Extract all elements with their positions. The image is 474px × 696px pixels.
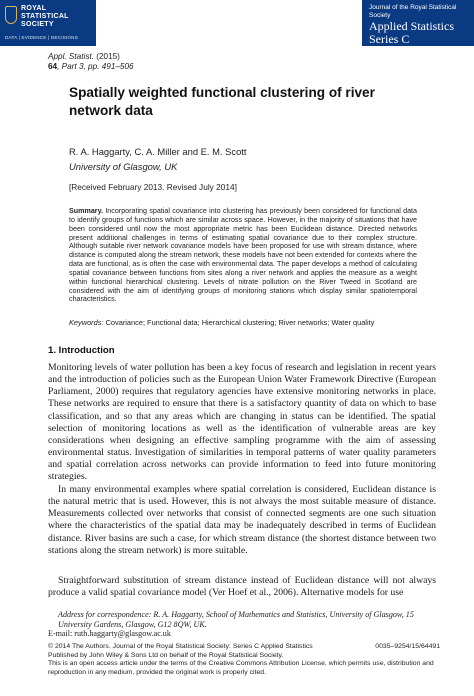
keywords-text: Covariance; Functional data; Hierarchical clustering; River networks; Water quality [103,318,375,327]
keywords [69,318,429,327]
society-tagline: DATA | EVIDENCE | DECISIONS [5,35,78,40]
citation-line-2 [48,62,134,72]
section-heading-introduction: 1. Introduction [48,345,115,356]
intro-paragraph-2: In many environmental examples where spatial correlation is considered, Euclidean distance is the natural metric that is used. However, this is not always the most suitable measure of distance. Measurements collected over networks that consist of connected segments are one such situation where the characteristics of the spatial data may be inadequately described in terms of Euclidean distance. River basins are such a case, for which stream distance (the shortest distance between two stations along the stream network) is more suitable. [48,484,436,556]
crest-icon [5,6,17,24]
page-header [0,0,474,46]
society-line-1: ROYAL [21,5,47,12]
footer-publisher: Published by John Wiley & Sons Ltd on behalf of the Royal Statistical Society. [48,651,284,659]
citation-volume: 64 [48,62,58,71]
summary-label: Summary. [69,207,103,215]
correspondence [48,610,440,639]
paper-title: Spatially weighted functional clustering of river network data [69,85,375,118]
received-dates: [Received February 2013. Revised July 2014] [69,182,237,192]
journal-series: Series C [369,32,410,46]
page-footer [48,643,440,677]
citation-part: , Part 3, pp. 491–506 [57,62,134,71]
author-affiliation: University of Glasgow, UK [69,161,178,172]
rss-logo[interactable] [0,0,96,46]
paper-authors: R. A. Haggarty, C. A. Miller and E. M. Scott [69,146,247,157]
journal-small-title: Journal of the Royal Statistical Society [369,4,457,19]
journal-abbrev: Appl. Statist. [48,52,94,61]
correspondence-email[interactable]: E-mail: ruth.haggarty@glasgow.ac.uk [48,629,171,639]
intro-paragraph-3: Straightforward substitution of stream distance instead of Euclidean distance will not always produce a valid spatial covariance model (Ver Hoef et al., 2006). Alternative models for use [48,575,436,599]
intro-paragraph-1: Monitoring levels of water pollution has been a key focus of research and legislation in recent years and the introduction of policies such as the European Union Water Framework Directive (European Parliament, 2000) requires that regulatory agencies have extensive monitoring networks in place. These networks are required to ensure that there is a satisfactory quantity of data on which to base classification, and so that any areas which are changing in status can be identified. The spatial selection of monitoring locations as well as the identification of vulnerable areas are key considerations when designing an effective sampling programme with the aim of assessing environmental status. Investigation of similarities in temporal patterns of water quality parameters and spatial correlation across networks can provide information to feed into future monitoring strategies. [48,362,436,483]
footer-license: This is an open access article under the terms of the Creative Commons Attribution License, which permits use, distribution and reproduction in any medium, provided the original work is properly cited. [48,660,434,676]
summary-abstract [69,207,417,304]
society-line-2: STATISTICAL [21,13,69,20]
footer-copyright: © 2014 The Authors. Journal of the Royal Statistical Society: Series C Applied Statistics [48,643,313,650]
citation [48,52,134,72]
correspondence-address: Address for correspondence: R. A. Haggarty, School of Mathematics and Statistics, University of Glasgow, 15 University Gardens, Glasgow, G12 8QW, UK. [58,610,414,629]
citation-year: (2015) [93,52,120,61]
citation-line-1 [48,52,134,62]
society-line-3: SOCIETY [21,21,54,28]
summary-text: Incorporating spatial covariance into clustering has previously been considered for functional data to identify groups of functions which are similar across space. However, in the majority of situations that have been considered until now the most appropriate metric has been Euclidean distance. Directed networks present additional challenges in terms of estimating spatial covariance due to their complex structure. Although suitable river network covariance models have been proposed for use with stream distance, where distance is computed along the stream network, these models have not been extended for contexts where the data are functional, as is often the case with environmental data. The paper develops a method of calculating spatial covariance between functions from sites along a river network and applies the measure as a weight within functional hierarchical clustering. Levels of nitrate pollution on the River Tweed in Scotland are considered with the aim of identifying groups of monitoring stations which display similar spatiotemporal characteristics. [69,207,417,304]
keywords-label: Keywords: [69,318,104,327]
journal-name: Applied Statistics [369,19,454,33]
footer-issn: 0035–9254/15/64491 [375,643,440,650]
footer-copyright-row [48,643,440,652]
journal-banner[interactable] [362,0,474,46]
